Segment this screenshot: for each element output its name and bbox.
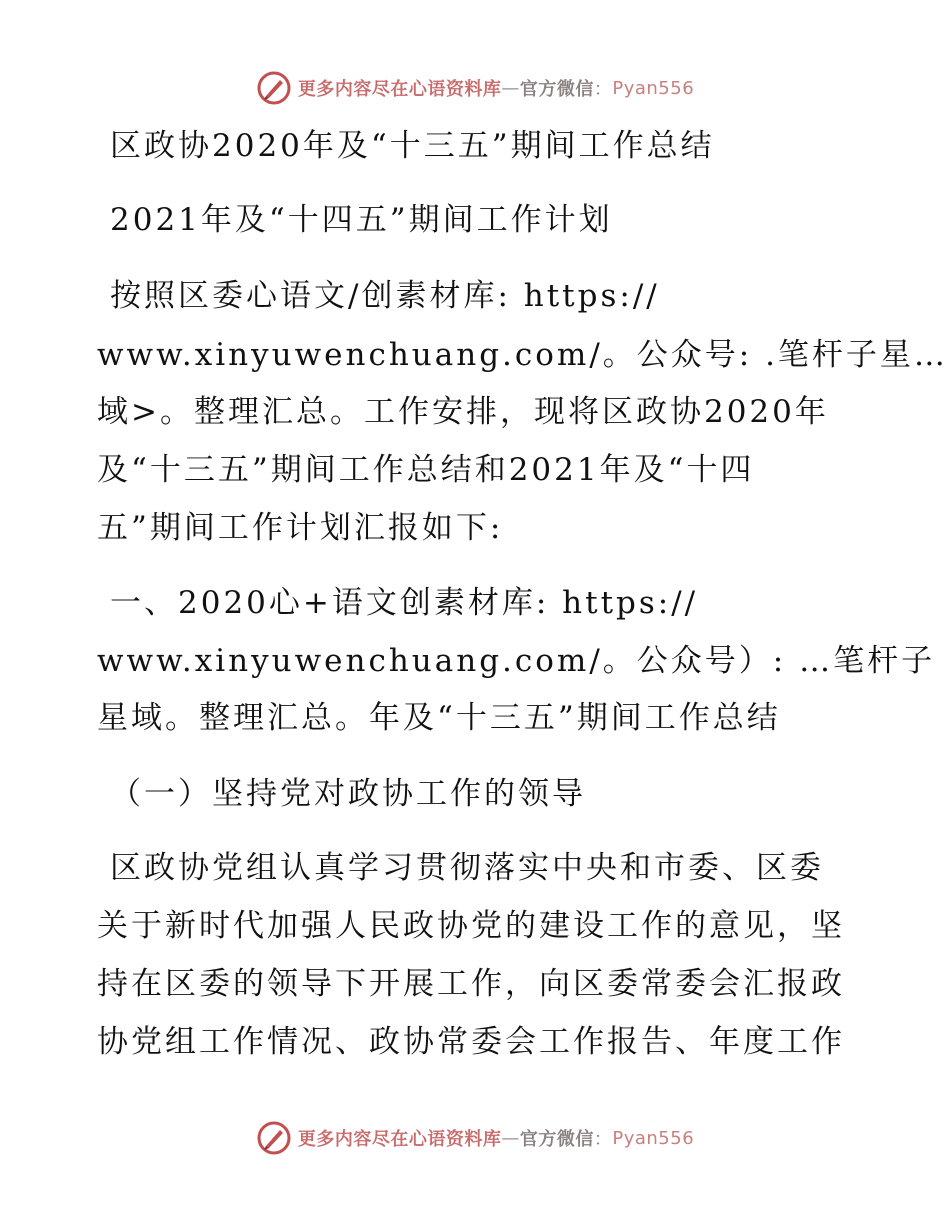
watermark-wechat-id: Pyan556	[612, 77, 695, 99]
subsection-heading: （一）坚持党对政协工作的领导	[110, 776, 586, 812]
header-watermark	[0, 68, 950, 108]
doc-subtitle: 2021年及“十四五”期间工作计划	[110, 202, 613, 238]
doc-paragraph-line: www.xinyuwenchuang.com/。公众号）: …笔杆子	[97, 643, 936, 679]
footer-watermark	[0, 1118, 950, 1158]
doc-paragraph-line: 域>。整理汇总。工作安排，现将区政协2020年	[97, 394, 829, 430]
doc-paragraph-line: 及“十三五”期间工作总结和2021年及“十四	[97, 452, 755, 488]
watermark-main-text: 更多内容尽在心语资料库	[297, 79, 502, 100]
doc-paragraph-line: 按照区委心语文/创素材库: https://	[110, 278, 660, 314]
watermark-wechat-label: 官方微信	[519, 79, 594, 100]
watermark-separator: ：	[593, 79, 613, 100]
section-heading: 一、2020心+语文创素材库: https://	[110, 585, 699, 621]
pen-logo-icon	[256, 70, 292, 106]
watermark-separator: ：	[593, 1129, 613, 1150]
doc-paragraph-line: www.xinyuwenchuang.com/。公众号: .笔杆子星…	[97, 337, 948, 373]
doc-paragraph-line: 协党组工作情况、政协常委会工作报告、年度工作	[97, 1024, 845, 1060]
doc-title: 区政协2020年及“十三五”期间工作总结	[110, 128, 715, 164]
watermark-dash: —	[501, 1127, 520, 1149]
doc-paragraph-line: 持在区委的领导下开展工作，向区委常委会汇报政	[97, 966, 845, 1002]
pen-logo-icon	[256, 1120, 292, 1156]
doc-paragraph-line: 星域。整理汇总。年及“十三五”期间工作总结	[97, 700, 781, 736]
doc-paragraph-line: 五”期间工作计划汇报如下:	[97, 510, 504, 546]
watermark-wechat-id: Pyan556	[612, 1127, 695, 1149]
doc-paragraph-line: 关于新时代加强人民政协党的建设工作的意见，坚	[97, 908, 845, 944]
doc-paragraph-line: 区政协党组认真学习贯彻落实中央和市委、区委	[110, 850, 824, 886]
watermark-main-text: 更多内容尽在心语资料库	[297, 1129, 502, 1150]
watermark-wechat-label: 官方微信	[519, 1129, 594, 1150]
watermark-dash: —	[501, 77, 520, 99]
